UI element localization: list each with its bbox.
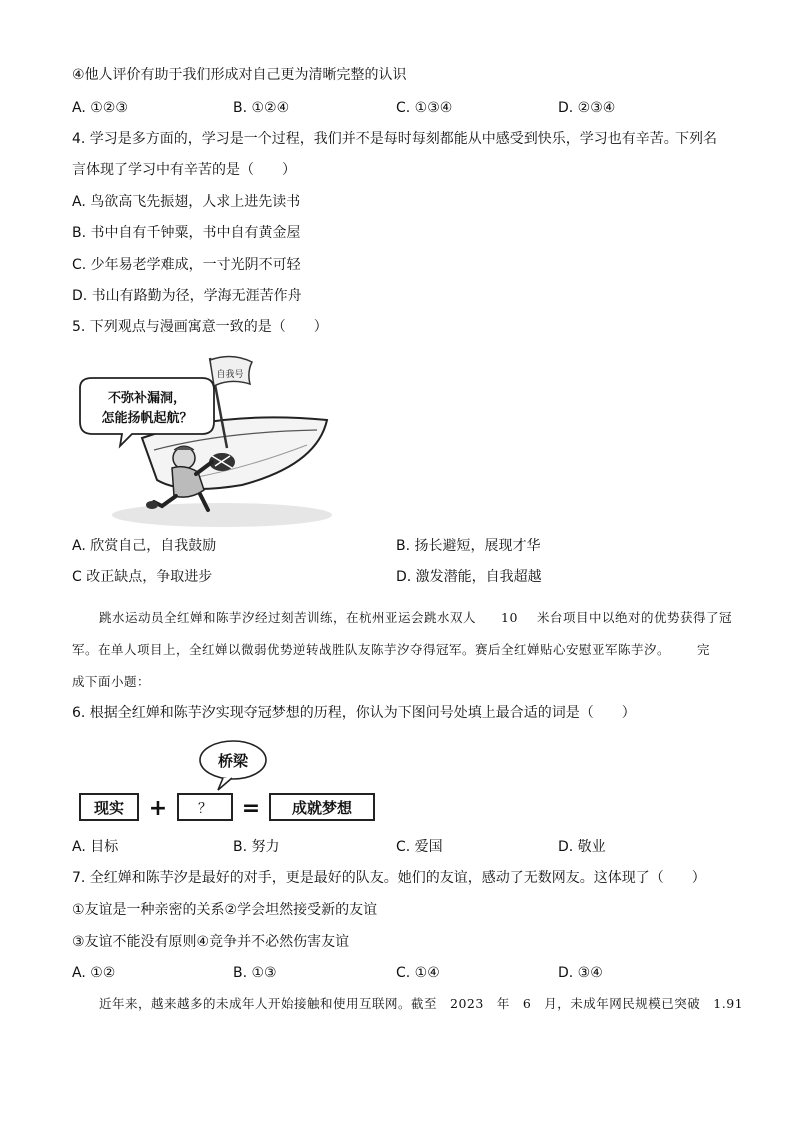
passage1-line3: 成下面小题： bbox=[72, 674, 151, 689]
q7-option-b[interactable]: B. ①③ bbox=[233, 965, 277, 981]
q5-option-c[interactable]: C 改正缺点，争取进步 bbox=[72, 569, 213, 585]
q4-stem-line1: 4. 学习是多方面的，学习是一个过程，我们并不是每时每刻都能从中感受到快乐，学习也有辛苦。 bbox=[72, 131, 678, 147]
q6-option-c[interactable]: C. 爱国 bbox=[396, 839, 443, 855]
q7-option-d[interactable]: D. ③④ bbox=[558, 965, 603, 981]
q3-option-a[interactable]: A. ①②③ bbox=[72, 100, 128, 116]
passage1-line1c: 米台项目中以绝对的优势获得了冠 bbox=[537, 610, 733, 625]
q5-option-b[interactable]: B. 扬长避短，展现才华 bbox=[396, 538, 541, 554]
q7-items-line1: ①友谊是一种亲密的关系②学会坦然接受新的友谊 bbox=[72, 902, 378, 918]
flag-text: 自我号 bbox=[216, 370, 244, 380]
passage1-line1b: 10 bbox=[501, 610, 518, 625]
q3-option-c[interactable]: C. ①③④ bbox=[396, 100, 453, 116]
passage1-line2a: 军。在单人项目上，全红婵以微弱优势逆转战胜队友陈芋汐夺得冠军。赛后全红婵贴心安慰亚军陈芋汐。 bbox=[72, 642, 671, 657]
q3-option-b[interactable]: B. ①②④ bbox=[233, 100, 290, 116]
passage1-line1a: 跳水运动员全红婵和陈芋汐经过刻苦训练，在杭州亚运会跳水双人 bbox=[99, 610, 477, 625]
box-question-text: ？ bbox=[198, 801, 212, 817]
q4-option-d[interactable]: D. 书山有路勤为径，学海无涯苦作舟 bbox=[72, 288, 302, 304]
q7-stem: 7. 全红婵和陈芋汐是最好的对手，更是最好的队友。她们的友谊，感动了无数网友。这体现了（ ） bbox=[72, 870, 706, 886]
q7-items-line2: ③友谊不能没有原则④竞争并不必然伤害友谊 bbox=[72, 934, 350, 950]
bubble-tail bbox=[218, 778, 232, 790]
q5-option-d[interactable]: D. 激发潜能，自我超越 bbox=[396, 569, 542, 585]
bubble-text: 桥梁 bbox=[217, 752, 249, 770]
dream-formula-diagram bbox=[78, 738, 378, 828]
q4-stem-line1-end: 下列名 bbox=[675, 131, 717, 147]
passage2-line1: 近年来，越来越多的未成年人开始接触和使用互联网。截至 2023 年 6 月，未成年网民规模已突破 1.91 bbox=[99, 996, 744, 1011]
q6-option-b[interactable]: B. 努力 bbox=[233, 839, 280, 855]
q5-stem: 5. 下列观点与漫画寓意一致的是（ ） bbox=[72, 319, 328, 335]
q5-option-a[interactable]: A. 欣赏自己，自我鼓励 bbox=[72, 538, 217, 554]
q4-option-c[interactable]: C. 少年易老学难成，一寸光阴不可轻 bbox=[72, 257, 301, 273]
person-shoe bbox=[146, 501, 158, 509]
q4-stem-line2: 言体现了学习中有辛苦的是（ ） bbox=[72, 162, 296, 178]
q4-option-b[interactable]: B. 书中自有千钟粟，书中自有黄金屋 bbox=[72, 225, 301, 241]
equals-sign: = bbox=[241, 796, 261, 821]
q3-item-4: ④他人评价有助于我们形成对自己更为清晰完整的认识 bbox=[72, 67, 407, 83]
q6-stem: 6. 根据全红婵和陈芋汐实现夺冠梦想的历程，你认为下图问号处填上最合适的词是（ ） bbox=[72, 705, 636, 721]
box-achieve-dream-text: 成就梦想 bbox=[291, 799, 353, 817]
ground-shadow bbox=[112, 503, 332, 527]
q7-option-a[interactable]: A. ①② bbox=[72, 965, 116, 981]
boat-cartoon bbox=[72, 350, 332, 535]
q4-option-a[interactable]: A. 鸟欲高飞先振翅，人求上进先读书 bbox=[72, 194, 301, 210]
q6-option-d[interactable]: D. 敬业 bbox=[558, 839, 606, 855]
box-reality-text: 现实 bbox=[93, 799, 125, 817]
speech-line-1: 不弥补漏洞， bbox=[107, 391, 187, 406]
speech-line-2: 怎能扬帆起航？ bbox=[101, 411, 193, 426]
plus-sign: + bbox=[148, 796, 168, 821]
q6-option-a[interactable]: A. 目标 bbox=[72, 839, 119, 855]
q7-option-c[interactable]: C. ①④ bbox=[396, 965, 440, 981]
person-head bbox=[173, 447, 195, 469]
q3-option-d[interactable]: D. ②③④ bbox=[558, 100, 616, 116]
passage1-line2b: 完 bbox=[697, 642, 711, 657]
